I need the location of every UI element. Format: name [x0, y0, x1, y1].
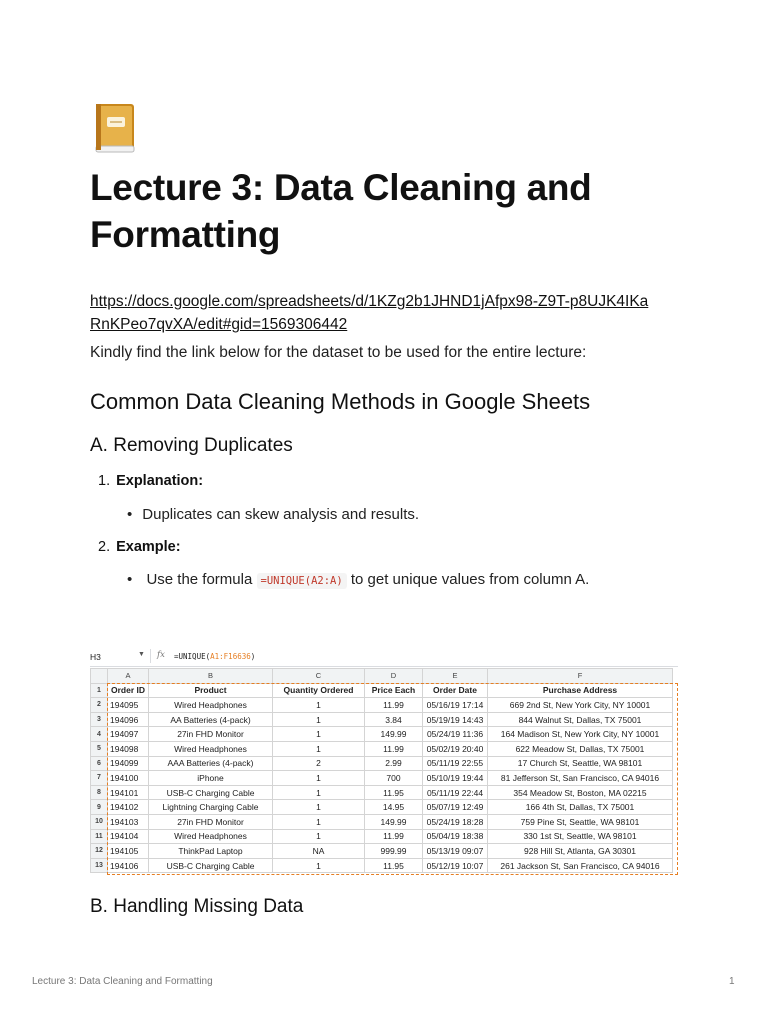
column-header[interactable]: A	[108, 669, 149, 684]
function-icon: fx	[157, 650, 165, 660]
chevron-down-icon[interactable]: ▼	[138, 651, 145, 658]
table-cell[interactable]: AAA Batteries (4-pack)	[149, 756, 273, 771]
table-row	[91, 698, 673, 713]
row-number[interactable]: 1	[91, 683, 108, 698]
divider	[150, 649, 151, 663]
table-cell[interactable]: 11.95	[365, 858, 423, 873]
table-cell[interactable]: 81 Jefferson St, San Francisco, CA 94016	[488, 771, 673, 786]
table-cell[interactable]: 05/24/19 11:36	[423, 727, 488, 742]
table-cell[interactable]: USB-C Charging Cable	[149, 858, 273, 873]
column-header[interactable]: C	[273, 669, 365, 684]
corner-cell[interactable]	[91, 669, 108, 684]
notebook-icon	[92, 102, 138, 154]
table-cell[interactable]: 05/04/19 18:38	[423, 829, 488, 844]
table-cell[interactable]: 2.99	[365, 756, 423, 771]
table-row	[91, 814, 673, 829]
page-footer: Lecture 3: Data Cleaning and Formatting	[32, 976, 213, 987]
table-cell[interactable]: iPhone	[149, 771, 273, 786]
table-cell[interactable]: 844 Walnut St, Dallas, TX 75001	[488, 712, 673, 727]
row-number[interactable]: 5	[91, 741, 108, 756]
list-label: Explanation:	[116, 473, 204, 489]
list-item-example	[98, 539, 181, 555]
list-number: 1.	[98, 473, 111, 489]
table-row	[91, 756, 673, 771]
table-cell[interactable]: 1	[273, 698, 365, 713]
spreadsheet-screenshot	[90, 646, 678, 875]
formula-bar	[90, 646, 678, 667]
table-cell[interactable]: 669 2nd St, New York City, NY 10001	[488, 698, 673, 713]
bullet-example	[127, 571, 589, 588]
table-cell[interactable]: 194103	[108, 814, 149, 829]
table-cell[interactable]: Lightning Charging Cable	[149, 800, 273, 815]
row-number[interactable]: 13	[91, 858, 108, 873]
table-cell[interactable]: Product	[149, 683, 273, 698]
table-cell[interactable]: 194104	[108, 829, 149, 844]
table-cell[interactable]: 05/10/19 19:44	[423, 771, 488, 786]
table-cell[interactable]: ThinkPad Laptop	[149, 844, 273, 859]
table-cell[interactable]: 05/16/19 17:14	[423, 698, 488, 713]
table-cell[interactable]: 1	[273, 829, 365, 844]
formula-range: A1:F16636	[210, 652, 251, 661]
table-cell[interactable]: 164 Madison St, New York City, NY 10001	[488, 727, 673, 742]
table-cell[interactable]: 194097	[108, 727, 149, 742]
table-cell[interactable]: 05/12/19 10:07	[423, 858, 488, 873]
table-cell[interactable]: Wired Headphones	[149, 829, 273, 844]
table-cell[interactable]: 05/19/19 14:43	[423, 712, 488, 727]
table-cell[interactable]: 1	[273, 712, 365, 727]
table-row	[91, 741, 673, 756]
table-cell[interactable]: Wired Headphones	[149, 698, 273, 713]
page-number: 1	[729, 976, 735, 987]
column-header[interactable]: F	[488, 669, 673, 684]
table-cell[interactable]: 1	[273, 800, 365, 815]
header-row	[91, 683, 673, 698]
table-cell[interactable]: 05/11/19 22:44	[423, 785, 488, 800]
table-cell[interactable]: 1	[273, 741, 365, 756]
table-cell[interactable]: Quantity Ordered	[273, 683, 365, 698]
table-cell[interactable]: 149.99	[365, 727, 423, 742]
table-cell[interactable]: 194106	[108, 858, 149, 873]
subheading-removing-duplicates: A. Removing Duplicates	[90, 435, 293, 456]
table-cell[interactable]: 149.99	[365, 814, 423, 829]
table-cell[interactable]: AA Batteries (4-pack)	[149, 712, 273, 727]
table-cell[interactable]: 700	[365, 771, 423, 786]
cell-reference[interactable]: H3	[90, 652, 101, 662]
row-number[interactable]: 3	[91, 712, 108, 727]
bullet-explanation: • Duplicates can skew analysis and results.	[127, 506, 419, 523]
table-cell[interactable]: 1	[273, 785, 365, 800]
table-cell[interactable]: 11.99	[365, 698, 423, 713]
table-cell[interactable]: Wired Headphones	[149, 741, 273, 756]
column-header[interactable]: B	[149, 669, 273, 684]
list-label: Example:	[116, 539, 181, 555]
table-cell[interactable]: 928 Hill St, Atlanta, GA 30301	[488, 844, 673, 859]
table-cell[interactable]: 05/07/19 12:49	[423, 800, 488, 815]
section-heading: Common Data Cleaning Methods in Google Sheets	[90, 389, 591, 414]
table-cell[interactable]: 27in FHD Monitor	[149, 814, 273, 829]
table-row	[91, 785, 673, 800]
table-cell[interactable]: 1	[273, 814, 365, 829]
row-number[interactable]: 8	[91, 785, 108, 800]
table-cell[interactable]: 166 4th St, Dallas, TX 75001	[488, 800, 673, 815]
column-header[interactable]: E	[423, 669, 488, 684]
column-header-row	[91, 669, 673, 684]
subheading-missing-data: B. Handling Missing Data	[90, 896, 304, 917]
table-cell[interactable]: 261 Jackson St, San Francisco, CA 94016	[488, 858, 673, 873]
table-cell[interactable]: 05/24/19 18:28	[423, 814, 488, 829]
table-cell[interactable]: 194102	[108, 800, 149, 815]
table-cell[interactable]: 1	[273, 771, 365, 786]
table-cell[interactable]: 194100	[108, 771, 149, 786]
table-cell[interactable]: 05/02/19 20:40	[423, 741, 488, 756]
table-cell[interactable]: 194099	[108, 756, 149, 771]
table-cell[interactable]: 11.99	[365, 829, 423, 844]
table-row	[91, 712, 673, 727]
table-cell[interactable]: 11.95	[365, 785, 423, 800]
table-cell[interactable]: 194098	[108, 741, 149, 756]
table-cell[interactable]: USB-C Charging Cable	[149, 785, 273, 800]
table-cell[interactable]: 05/11/19 22:55	[423, 756, 488, 771]
row-number[interactable]: 10	[91, 814, 108, 829]
row-number[interactable]: 2	[91, 698, 108, 713]
table-cell[interactable]: Order Date	[423, 683, 488, 698]
table-cell[interactable]: Price Each	[365, 683, 423, 698]
table-row	[91, 829, 673, 844]
table-cell[interactable]: 622 Meadow St, Dallas, TX 75001	[488, 741, 673, 756]
list-item-explanation	[98, 473, 203, 489]
sheet-grid	[90, 668, 673, 873]
dataset-link[interactable]: https://docs.google.com/spreadsheets/d/1KZg2b1JHND1jAfpx98-Z9T-p8UJK4IKaRnKPeo7qvXA/edit#gid=1569306442	[90, 293, 649, 333]
document-title: Lecture 3: Data Cleaning and Formatting	[90, 167, 592, 255]
table-row	[91, 771, 673, 786]
table-cell[interactable]: 27in FHD Monitor	[149, 727, 273, 742]
table-cell[interactable]: 194095	[108, 698, 149, 713]
row-number[interactable]: 11	[91, 829, 108, 844]
table-cell[interactable]: 2	[273, 756, 365, 771]
list-number: 2.	[98, 539, 111, 555]
table-cell[interactable]: 1	[273, 858, 365, 873]
table-cell[interactable]: 759 Pine St, Seattle, WA 98101	[488, 814, 673, 829]
table-row	[91, 727, 673, 742]
table-cell[interactable]: 354 Meadow St, Boston, MA 02215	[488, 785, 673, 800]
table-cell[interactable]: Purchase Address	[488, 683, 673, 698]
row-number[interactable]: 4	[91, 727, 108, 742]
table-cell[interactable]: 14.95	[365, 800, 423, 815]
column-header[interactable]: D	[365, 669, 423, 684]
formula-prefix: =UNIQUE(	[174, 652, 211, 661]
table-cell[interactable]: 194105	[108, 844, 149, 859]
row-number[interactable]: 12	[91, 844, 108, 859]
table-row	[91, 858, 673, 873]
table-cell[interactable]: 17 Church St, Seattle, WA 98101	[488, 756, 673, 771]
table-cell[interactable]: 11.99	[365, 741, 423, 756]
row-number[interactable]: 6	[91, 756, 108, 771]
table-cell[interactable]: 05/13/19 09:07	[423, 844, 488, 859]
table-row	[91, 844, 673, 859]
table-cell[interactable]: 330 1st St, Seattle, WA 98101	[488, 829, 673, 844]
formula-text[interactable]	[174, 652, 255, 661]
bullet-text-post: to get unique values from column A.	[350, 571, 590, 588]
row-number[interactable]: 9	[91, 800, 108, 815]
row-number[interactable]: 7	[91, 771, 108, 786]
table-cell[interactable]: 3.84	[365, 712, 423, 727]
table-cell[interactable]: NA	[273, 844, 365, 859]
table-cell[interactable]: 999.99	[365, 844, 423, 859]
table-cell[interactable]: 194096	[108, 712, 149, 727]
table-cell[interactable]: 194101	[108, 785, 149, 800]
table-cell[interactable]: Order ID	[108, 683, 149, 698]
table-cell[interactable]: 1	[273, 727, 365, 742]
table-row	[91, 800, 673, 815]
intro-text: Kindly find the link below for the dataset to be used for the entire lecture:	[90, 344, 587, 361]
formula-suffix: )	[250, 652, 256, 661]
bullet-text-pre: Use the formula	[146, 571, 253, 588]
inline-code: =UNIQUE(A2:A)	[257, 573, 347, 589]
